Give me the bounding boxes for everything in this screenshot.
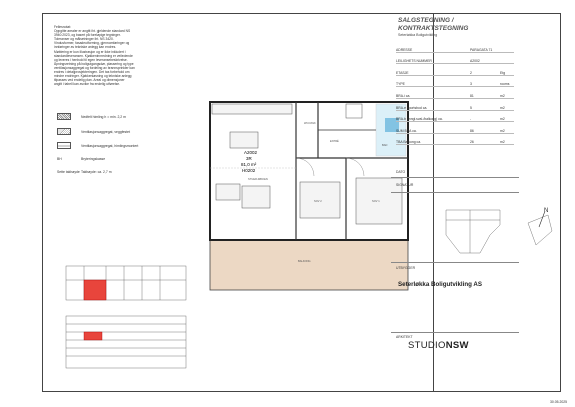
info-value: 26 xyxy=(470,140,474,145)
info-unit xyxy=(500,59,514,63)
room-label-balcony: BALKONG xyxy=(298,260,311,263)
info-label: BRA-b (inngl.sval-/balkong) ca. xyxy=(396,117,443,122)
legend-code: BH xyxy=(57,157,62,161)
legend-label: Nedfelt himling h = min. 2,2 m xyxy=(81,114,126,119)
note-line: Åpningsretning på boligutgangsdør, plassering og type xyxy=(54,61,134,66)
unit-rooms-label: 3R xyxy=(246,156,252,161)
room-label-wc: WC/VASK xyxy=(304,122,316,125)
info-row xyxy=(396,111,514,123)
svg-text:N: N xyxy=(544,208,549,214)
info-label: TYPE xyxy=(396,82,405,87)
site-outline xyxy=(446,210,552,253)
info-unit: rooms xyxy=(500,82,510,87)
legend-row-reduced-height xyxy=(57,113,126,120)
room-label-bath: BAD xyxy=(382,144,388,147)
legend-label: Bryteringskasse xyxy=(81,157,106,161)
info-label: ETASJE xyxy=(396,70,409,75)
info-row xyxy=(396,53,514,65)
project-name: Seterløkka Boligutvikling xyxy=(398,33,438,37)
date-field-label: DATO xyxy=(396,170,406,174)
info-value: - xyxy=(470,117,472,122)
note-line: angitt i tabell kan avvike fra endelig utførelse. xyxy=(54,82,120,87)
info-unit: m2 xyxy=(500,128,505,133)
drawing-title: SALGSTEGNING / KONTRAKTSTEGNING xyxy=(398,17,469,32)
info-unit xyxy=(500,48,514,52)
note-line: Vindusformer, fasadeutforming, gjennomføringer og xyxy=(54,41,130,46)
info-unit: Etg xyxy=(500,70,506,75)
info-row xyxy=(396,64,514,76)
info-row xyxy=(396,99,514,111)
info-row xyxy=(396,76,514,88)
info-value: 81 xyxy=(470,93,474,98)
info-row xyxy=(396,122,514,134)
key-plan xyxy=(66,266,186,300)
compass-icon xyxy=(539,208,548,227)
note-line: og leveres i henhold til egen leveransebeskrivelse. xyxy=(54,57,128,62)
room-label-entry: ENTRÉ xyxy=(330,140,339,143)
legend-label: Ventilasjonsaggregat, himlingsmontert xyxy=(81,143,139,148)
developer-name: Seterløkka Boligutvikling AS xyxy=(398,281,483,288)
building-elevation xyxy=(66,316,186,368)
note-line: Møblering er kun illustrasjon og er ikke inkludert i xyxy=(54,49,126,54)
balcony-area xyxy=(210,240,408,290)
unit-code-label: H0202 xyxy=(242,168,256,173)
legend-label: Ventilasjonsaggregat, veggfestet xyxy=(81,129,131,134)
unit-id-label: A2002 xyxy=(244,150,258,155)
note-line: Oppgitte arealer er angitt iht. gjeldende standard NS xyxy=(54,29,131,34)
unit-area-label: 81,0 m² xyxy=(241,162,257,167)
info-row xyxy=(396,41,514,53)
info-unit: m2 xyxy=(500,117,505,122)
room-label-bed2: SOV 2 xyxy=(314,200,322,203)
note-line: endres i detaljprosjekteringen. Det tas forbehold om xyxy=(54,70,130,75)
architect-label: ARKITEKT xyxy=(396,335,413,339)
room-label-living: STUE/KJØKKEN xyxy=(248,178,268,181)
highlighted-floor-marker xyxy=(84,332,102,340)
info-value: 5 xyxy=(470,105,472,110)
info-row xyxy=(396,134,514,146)
note-line: mindre endringer. Kjøkkenløsning og tekniske anlegg xyxy=(54,74,132,79)
info-label: LEILIGHETS NUMMER xyxy=(396,59,432,64)
note-line: 3940:2023, og basert på foreløpige tegninger. xyxy=(54,33,121,38)
legend-row-ventilation-ceiling xyxy=(57,142,138,149)
developer-label: UTBYGGER xyxy=(396,266,416,270)
info-label: ADRESSE xyxy=(396,47,413,52)
legend-code: Sette takhøyde xyxy=(57,170,80,174)
info-label: TBA Balkong ca. xyxy=(396,140,422,145)
info-label: SUM BRA ca. xyxy=(396,128,417,133)
highlighted-unit-marker xyxy=(84,280,106,300)
info-label: BRA-e sportsbod ca. xyxy=(396,105,428,110)
ventilation-ceiling-swatch-icon xyxy=(57,142,71,149)
note-line: standardleveransen. Kjøkkeninnredning er veiledende xyxy=(54,53,133,58)
info-unit: m2 xyxy=(500,105,505,110)
room-label-bed1: SOV 1 xyxy=(372,200,380,203)
legend-row-ceiling-height xyxy=(57,170,112,174)
legend-row-shaft xyxy=(57,157,105,161)
site-plan xyxy=(440,205,560,260)
info-unit: m2 xyxy=(500,140,505,145)
info-value: 2 xyxy=(470,70,472,75)
info-value: 3 xyxy=(470,82,472,87)
info-label: BRA-i ca. xyxy=(396,93,411,98)
hatch-swatch-icon xyxy=(57,113,71,120)
info-unit: m2 xyxy=(500,93,505,98)
legend-label: Takhøyde: ca. 2,7 m xyxy=(81,170,112,174)
ventilation-swatch-icon xyxy=(57,128,71,135)
info-row xyxy=(396,87,514,99)
signature-field-label: SIGNATUR xyxy=(396,183,414,187)
architect-logo: STUDIONSW xyxy=(408,340,469,351)
note-line: ventilasjonsaggregat og fordeling av brannsprinkler kan xyxy=(54,65,135,70)
note-line: innføringer av tekniske anlegg kan endres. xyxy=(54,45,117,50)
notes-heading: Fellesnotat: xyxy=(54,25,72,29)
general-notes xyxy=(54,25,194,86)
info-value: A2002 xyxy=(470,59,480,64)
note-line: Toleranser og målsetninger iht. NS 3420. xyxy=(54,37,114,42)
info-value: 86 xyxy=(470,128,474,133)
info-table xyxy=(396,41,514,145)
drawing-date: 30.05.2025 xyxy=(550,400,567,404)
key-plans xyxy=(60,262,190,370)
info-value: PARAGATA 71 xyxy=(470,47,493,52)
note-line: tilpasses ved endelig plan. Areal og dimensjoner xyxy=(54,78,125,83)
floor-plan xyxy=(196,98,420,298)
legend-row-ventilation xyxy=(57,128,130,135)
